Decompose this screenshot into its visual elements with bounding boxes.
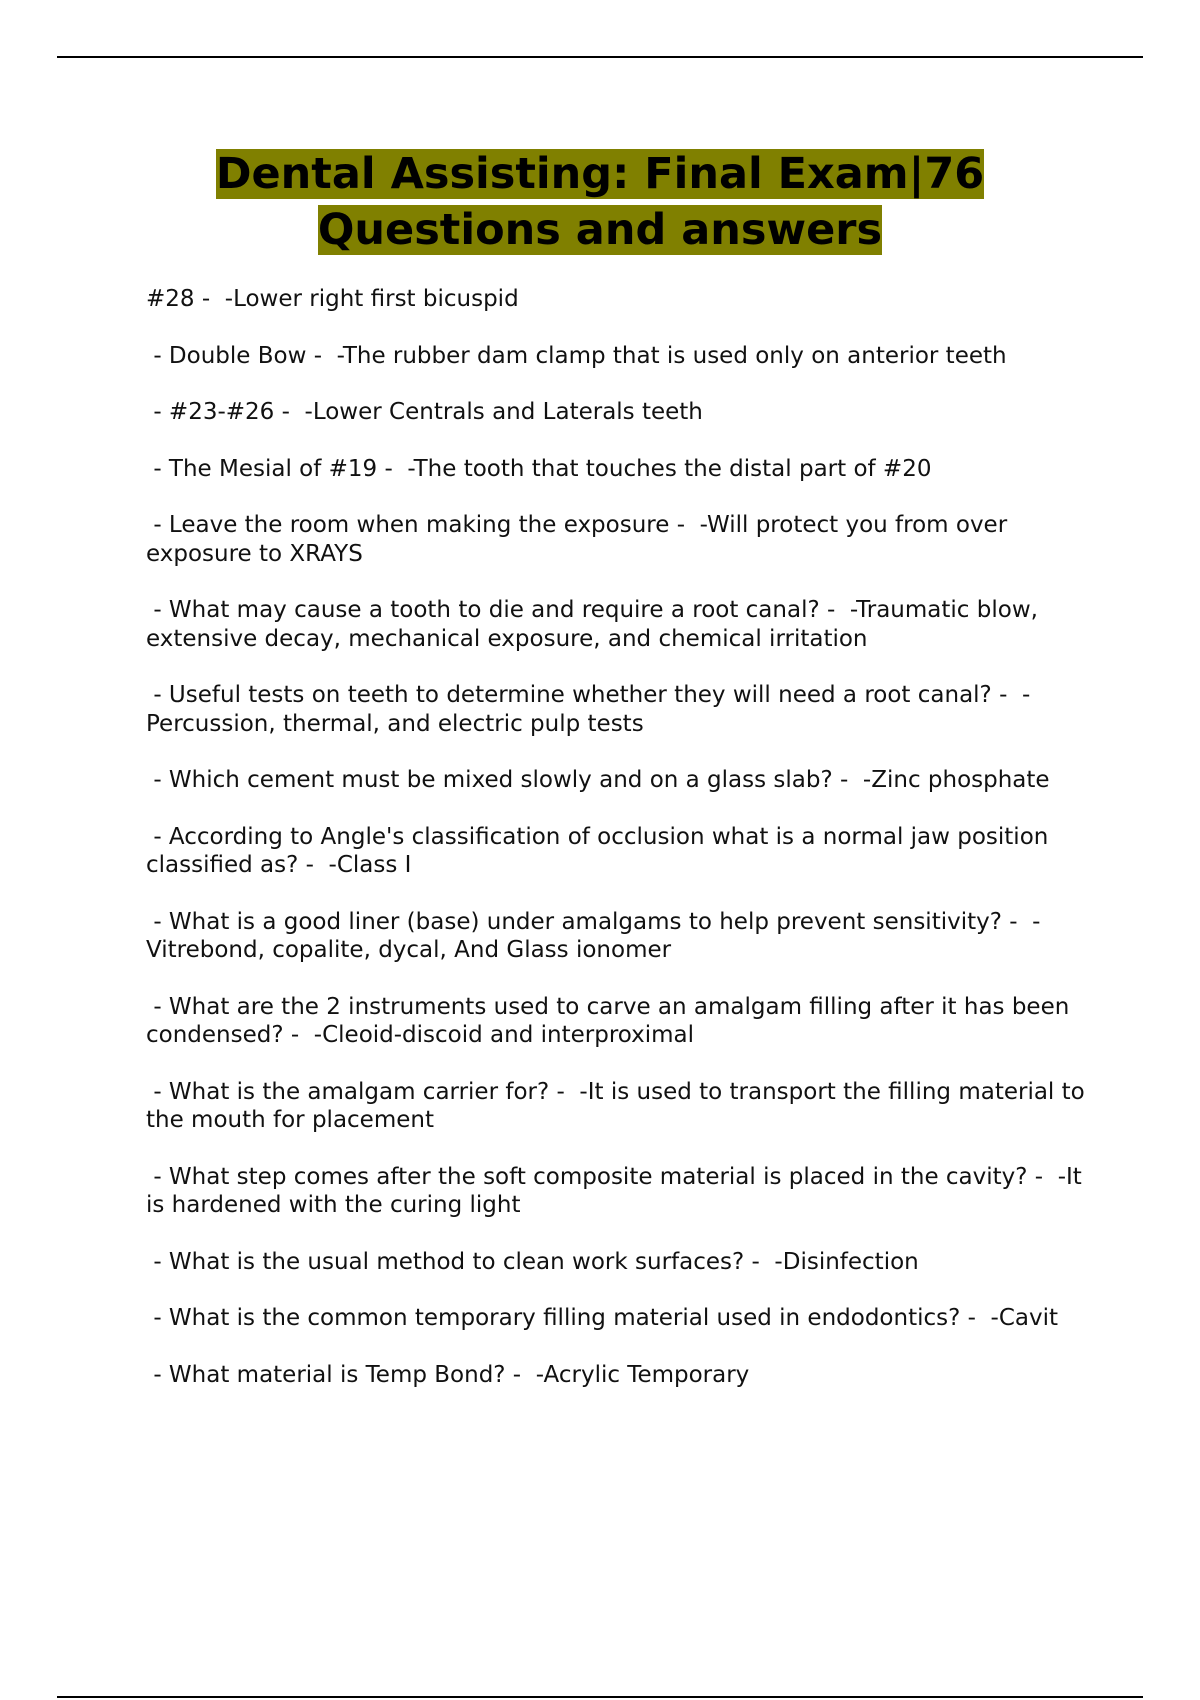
qa-item: - Double Bow - -The rubber dam clamp that is used only on anterior teeth (146, 342, 1007, 369)
qa-item: #28 - -Lower right first bicuspid (146, 286, 519, 312)
qa-item: - What is the common temporary filling material used in endodontics? - -Cavit (146, 1305, 1059, 1331)
title-line-2: Questions and answers (317, 205, 883, 255)
qa-item: - What is a good liner (base) under amalgams to help prevent sensitivity? - -Vitrebond, copalite, dycal, And Glass ionomer (146, 908, 1041, 963)
qa-item: - What are the 2 instruments used to carve an amalgam filling after it has been condensed? - -Cleoid-discoid and interproximal (146, 993, 1077, 1048)
qa-item: - Leave the room when making the exposure - -Will protect you from over exposure to XRAYS (146, 512, 1015, 567)
qa-item: - Useful tests on teeth to determine whether they will need a root canal? - -Percussion, thermal, and electric pulp tests (146, 682, 1031, 737)
qa-item: - What material is Temp Bond? - -Acrylic Temporary (146, 1361, 750, 1388)
page-title (57, 146, 1143, 258)
qa-item: - What may cause a tooth to die and require a root canal? - -Traumatic blow, extensive decay, mechanical exposure, and chemical irritation (146, 597, 1046, 652)
title-line-1: Dental Assisting: Final Exam|76 (215, 149, 985, 199)
qa-item: - What is the amalgam carrier for? - -It is used to transport the filling material to the mouth for placement (146, 1078, 1093, 1133)
qa-item: - What step comes after the soft composite material is placed in the cavity? - -It is hardened with the curing light (146, 1163, 1090, 1218)
qa-item: - Which cement must be mixed slowly and on a glass slab? - -Zinc phosphate (146, 767, 1050, 793)
qa-list (146, 285, 1096, 1417)
qa-item: - #23-#26 - -Lower Centrals and Laterals teeth (146, 399, 703, 425)
bottom-rule (57, 1696, 1143, 1698)
qa-item: - What is the usual method to clean work surfaces? - -Disinfection (146, 1248, 919, 1275)
top-rule (57, 56, 1143, 58)
qa-item: - According to Angle's classification of occlusion what is a normal jaw position classified as? - -Class I (146, 823, 1056, 878)
qa-item: - The Mesial of #19 - -The tooth that touches the distal part of #20 (146, 455, 932, 482)
